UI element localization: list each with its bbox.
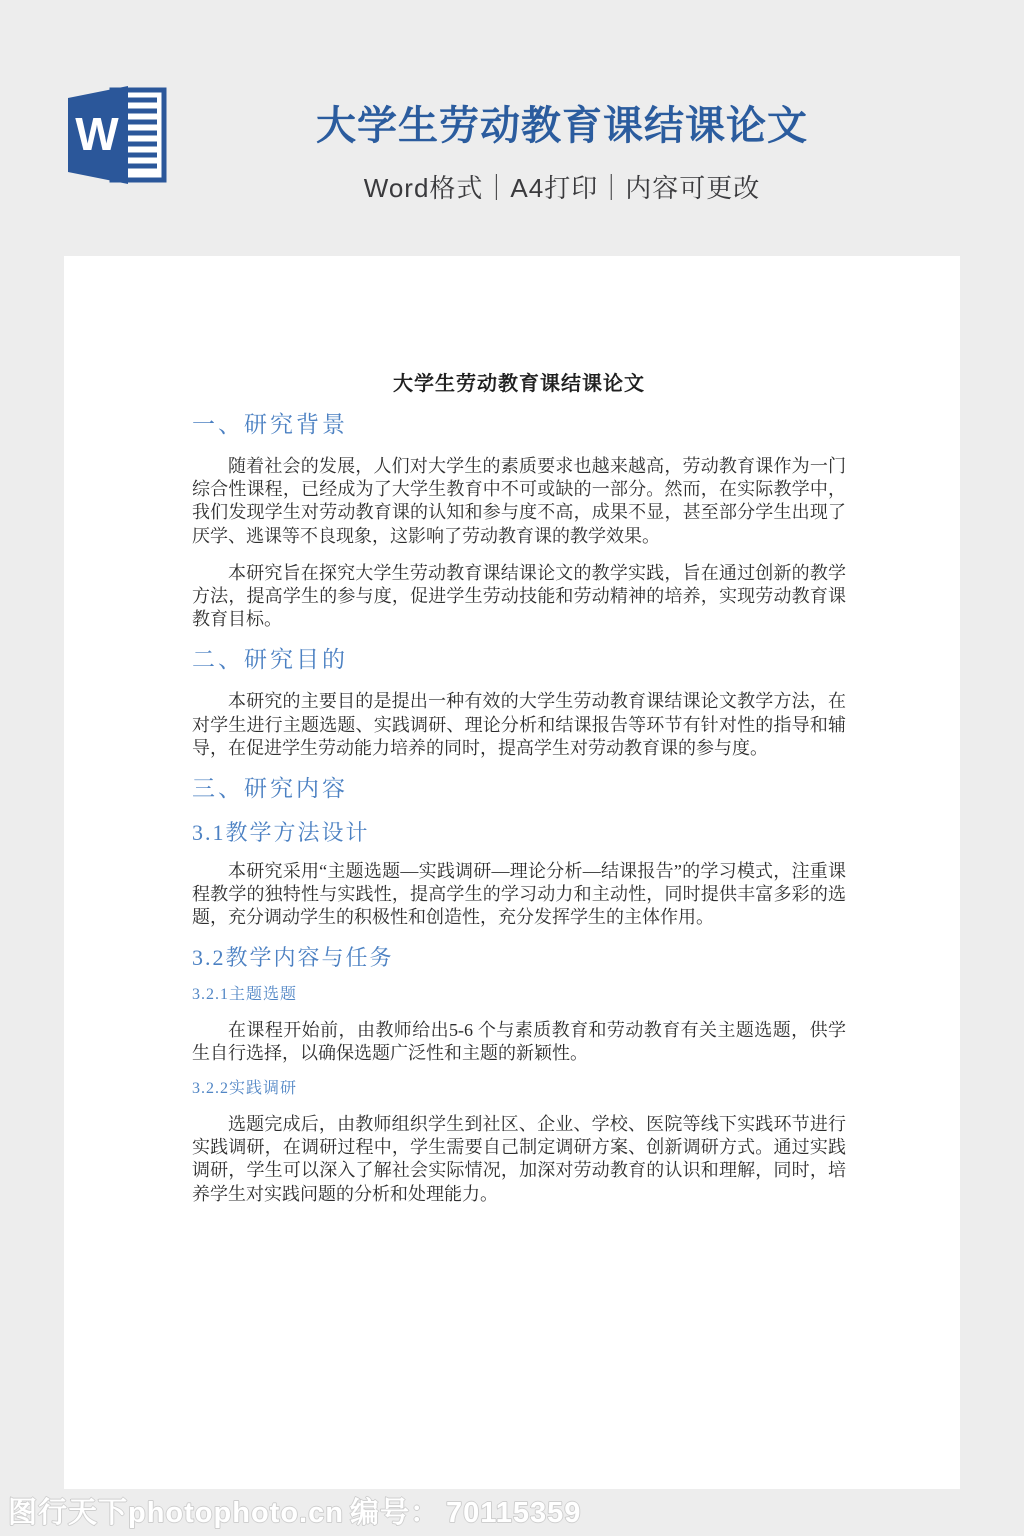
banner [0, 0, 1024, 256]
document-content [64, 256, 960, 1206]
subsubsection-heading-3-2-1: 3.2.1主题选题 [192, 985, 298, 1003]
banner-text [140, 94, 984, 205]
subsection-heading-3-2: 3.2教学内容与任务 [192, 944, 394, 970]
watermark-site: 图行天下photophoto.cn [8, 1497, 344, 1529]
subsubsection-heading-3-2-2: 3.2.2实践调研 [192, 1080, 298, 1098]
word-icon-letter: W [75, 108, 119, 160]
section-heading-2: 二、研究目的 [192, 647, 348, 673]
document-page [64, 256, 960, 1489]
watermark-id-number: 70115359 [445, 1497, 582, 1529]
paragraph: 选题完成后，由教师组织学生到社区、企业、学校、医院等线下实践环节进行实践调研，在调研过程中，学生需要自己制定调研方案、创新调研方式。通过实践调研，学生可以深入了解社会实际情况，加深对劳动教育的认识和理解，同时，培养学生对实践问题的分析和处理能力。 [192, 1114, 846, 1204]
document-title: 大学生劳动教育课结课论文 [393, 373, 645, 395]
template-subtitle: Word格式｜A4打印｜内容可更改 [363, 173, 761, 203]
paragraph: 本研究采用“主题选题—实践调研—理论分析—结课报告”的学习模式，注重课程教学的独特性与实践性，提高学生的学习动力和主动性，同时提供丰富多彩的选题，充分调动学生的积极性和创造性，充分发挥学生的主体作用。 [192, 861, 846, 928]
paragraph: 随着社会的发展，人们对大学生的素质要求也越来越高，劳动教育课作为一门综合性课程，已经成为了大学生教育中不可或缺的一部分。然而，在实际教学中，我们发现学生对劳动教育课的认知和参与度不高，成果不显，甚至部分学生出现了厌学、逃课等不良现象，这影响了劳动教育课的教学效果。 [192, 456, 846, 546]
paragraph: 本研究的主要目的是提出一种有效的大学生劳动教育课结课论文教学方法，在对学生进行主题选题、实践调研、理论分析和结课报告等环节有针对性的指导和辅导，在促进学生劳动能力培养的同时，提高学生对劳动教育课的参与度。 [192, 691, 846, 758]
watermark-text [8, 1490, 587, 1531]
footer-bar [0, 1490, 1024, 1536]
paragraph: 在课程开始前，由教师给出5-6 个与素质教育和劳动教育有关主题选题，供学生自行选择，以确保选题广泛性和主题的新颖性。 [192, 1019, 846, 1063]
section-heading-1: 一、研究背景 [192, 412, 348, 437]
template-title: 大学生劳动教育课结课论文 [316, 104, 808, 148]
watermark-id-label: 编号： [349, 1497, 440, 1529]
section-heading-3: 三、研究内容 [192, 776, 348, 802]
paragraph: 本研究旨在探究大学生劳动教育课结课论文的教学实践，旨在通过创新的教学方法，提高学生的参与度，促进学生劳动技能和劳动精神的培养，实现劳动教育课教育目标。 [192, 562, 846, 630]
subsection-heading-3-1: 3.1教学方法设计 [192, 820, 370, 846]
